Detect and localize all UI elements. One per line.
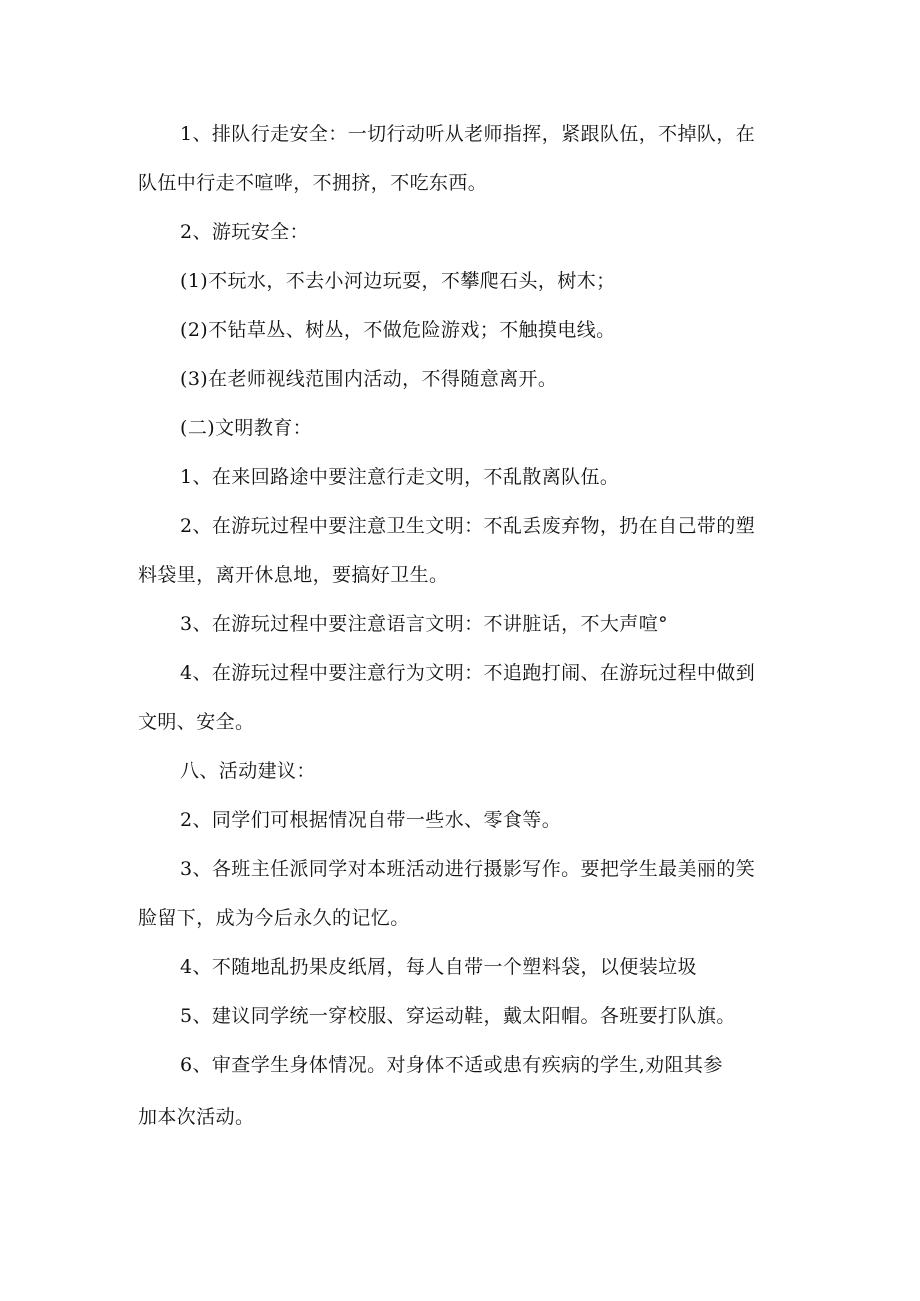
paragraph-line: (2)不钻草丛、树丛，不做危险游戏；不触摸电线。 xyxy=(180,319,616,341)
paragraph-line: 4、在游玩过程中要注意行为文明：不追跑打闹、在游玩过程中做到 xyxy=(180,662,756,684)
paragraph-line: 2、在游玩过程中要注意卫生文明：不乱丢废弃物，扔在自己带的塑 xyxy=(180,515,756,537)
paragraph-line: 3、各班主任派同学对本班活动进行摄影写作。要把学生最美丽的笑 xyxy=(180,858,756,880)
paragraph-line: 3、在游玩过程中要注意语言文明：不讲脏话，不大声喧° xyxy=(180,613,668,635)
paragraph-line: 队伍中行走不喧哗，不拥挤，不吃东西。 xyxy=(138,172,488,194)
paragraph-line: 文明、安全。 xyxy=(138,711,255,733)
paragraph-line: (3)在老师视线范围内活动，不得随意离开。 xyxy=(180,368,558,390)
section-heading: 八、活动建议： xyxy=(180,760,316,782)
section-heading: (二)文明教育： xyxy=(180,417,313,439)
paragraph-line: 料袋里，离开休息地，要搞好卫生。 xyxy=(138,564,449,586)
paragraph-line: 脸留下，成为今后永久的记忆。 xyxy=(138,907,410,929)
paragraph-line: 2、同学们可根据情况自带一些水、零食等。 xyxy=(180,809,562,831)
paragraph-line: 加本次活动。 xyxy=(138,1106,255,1128)
paragraph-line: 1、排队行走安全：一切行动听从老师指挥，紧跟队伍，不掉队，在 xyxy=(180,123,756,145)
paragraph-line: 1、在来回路途中要注意行走文明，不乱散离队伍。 xyxy=(180,466,620,488)
paragraph-line: 2、游玩安全： xyxy=(180,221,309,243)
paragraph-line: 5、建议同学统一穿校服、穿运动鞋，戴太阳帽。各班要打队旗。 xyxy=(180,1005,736,1027)
paragraph-line: 6、审查学生身体情况。对身体不适或患有疾病的学生,劝阻其参 xyxy=(180,1054,723,1076)
paragraph-line: (1)不玩水，不去小河边玩耍，不攀爬石头，树木； xyxy=(180,270,616,292)
paragraph-line: 4、不随地乱扔果皮纸屑，每人自带一个塑料袋，以便装垃圾 xyxy=(180,956,697,978)
